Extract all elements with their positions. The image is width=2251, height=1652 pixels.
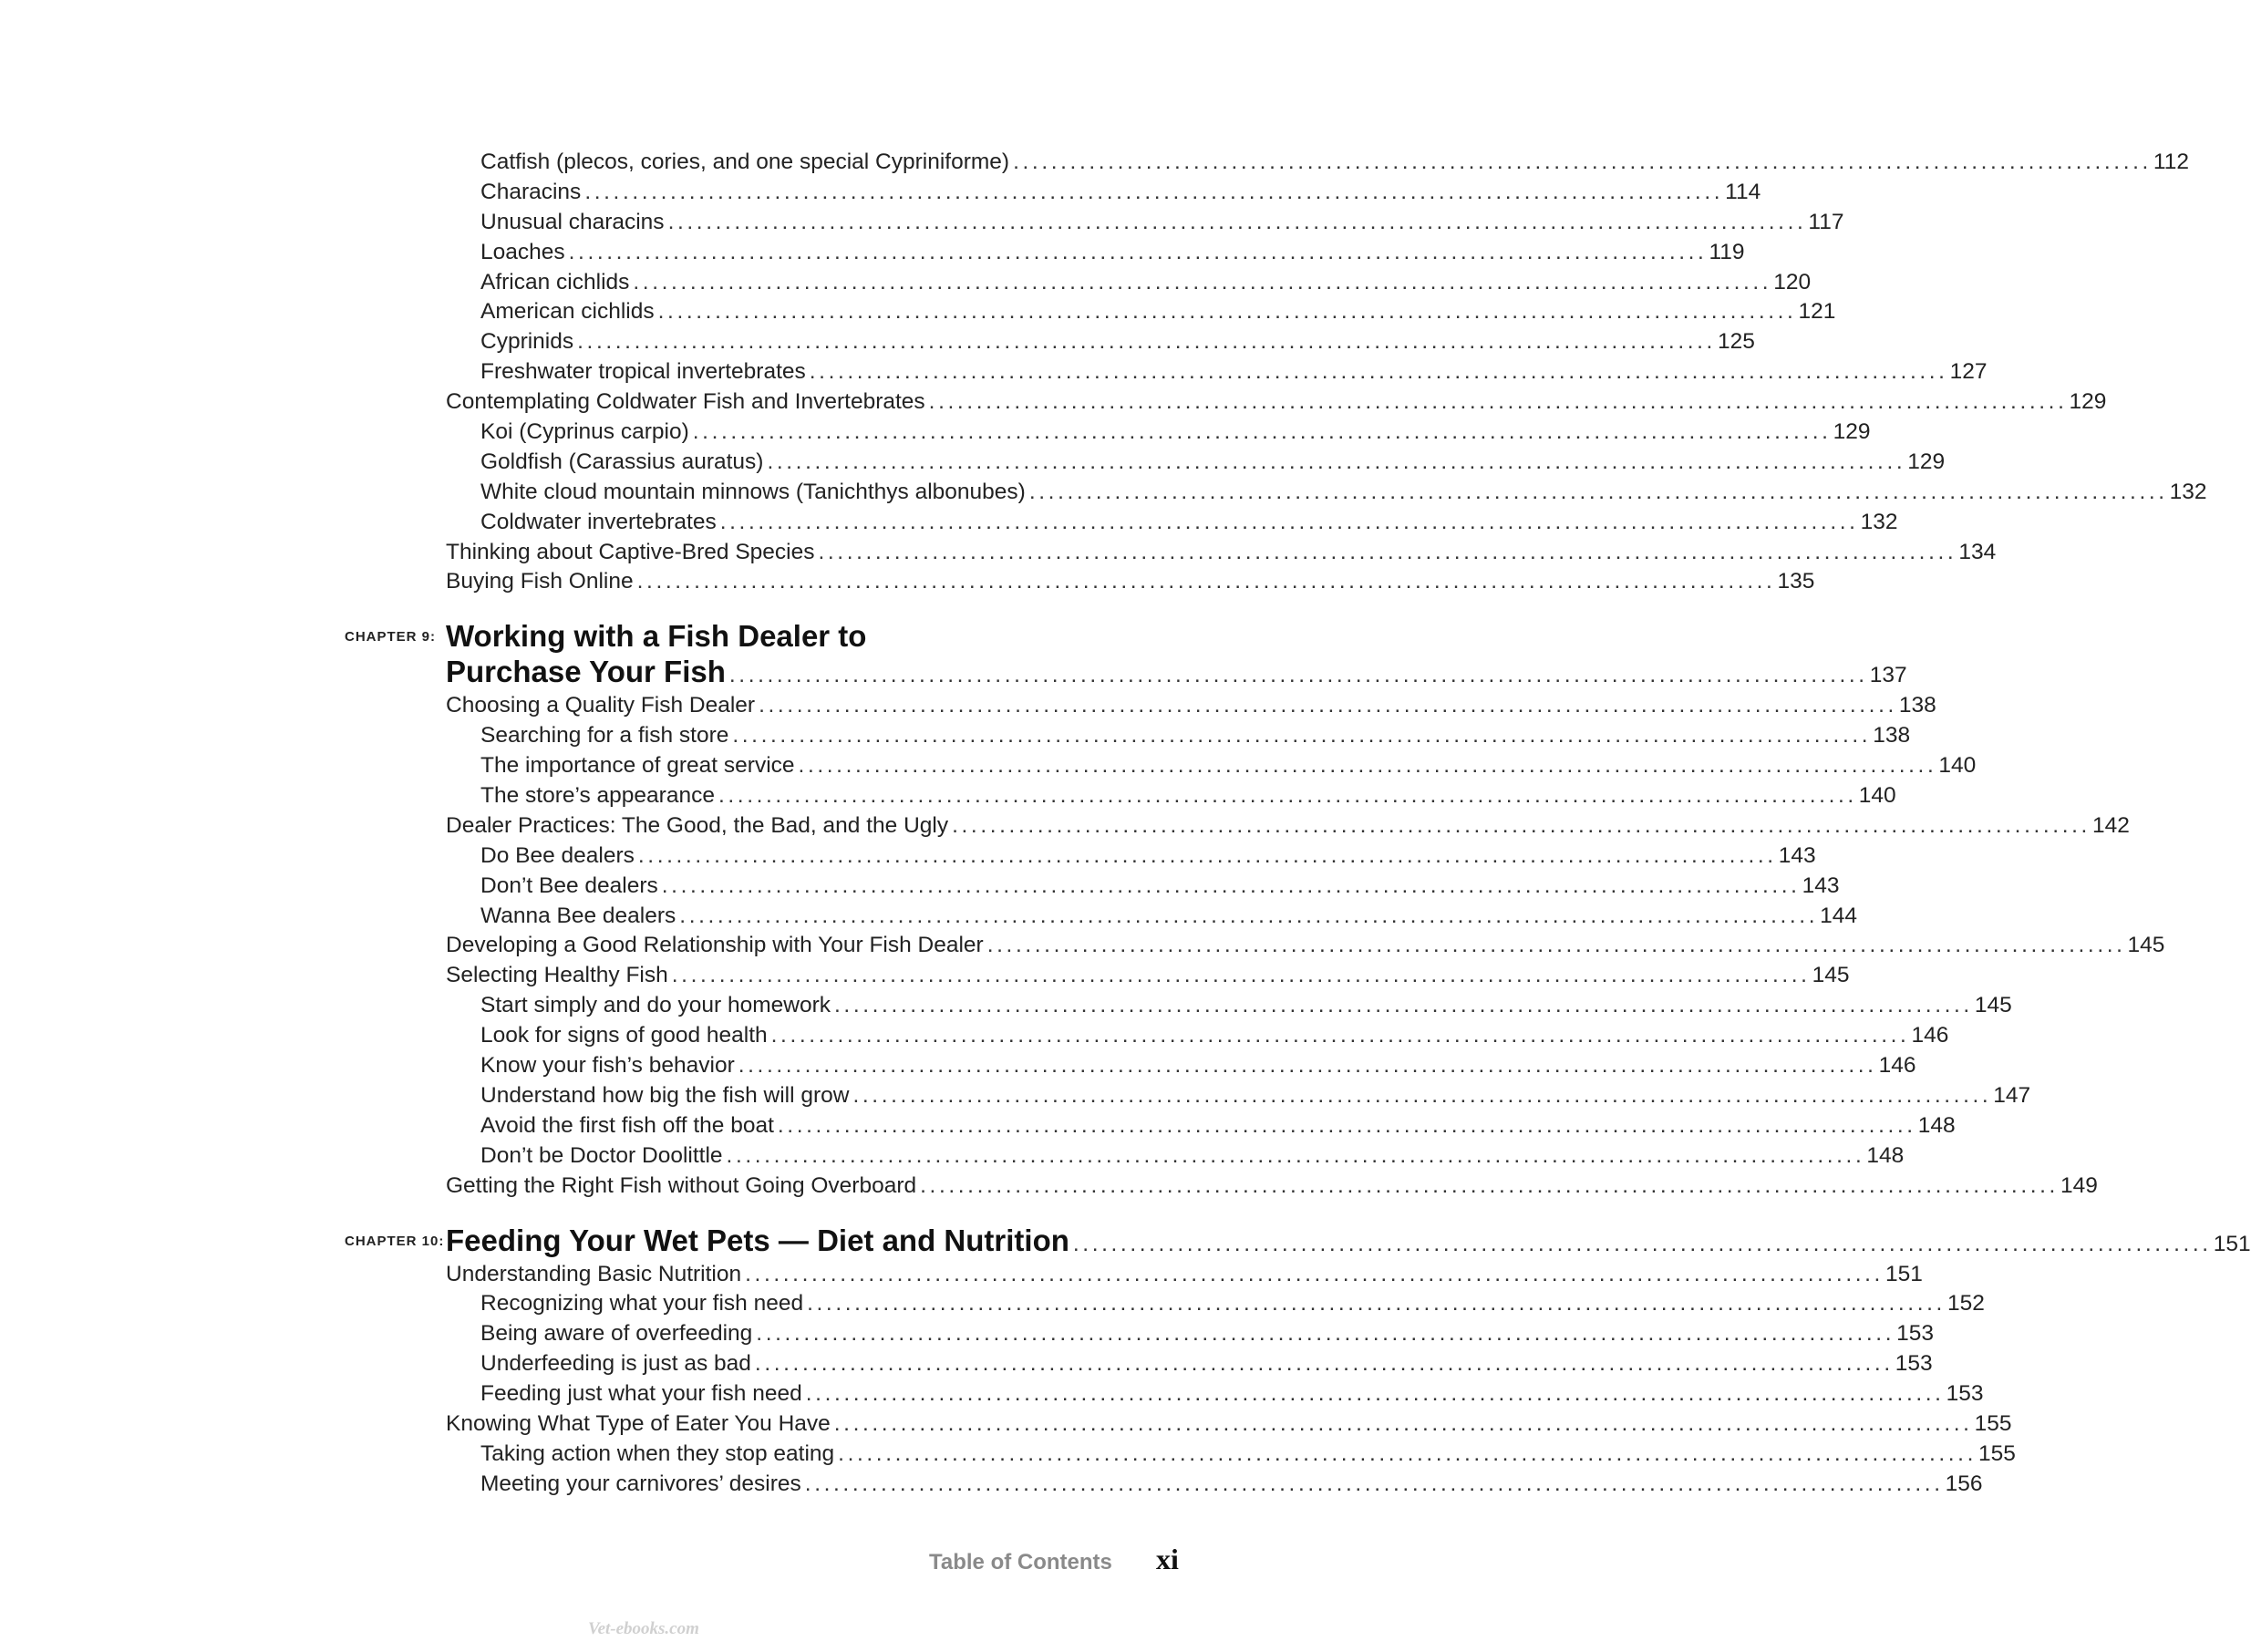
entry-title: Buying Fish Online	[446, 569, 634, 594]
page-number: 112	[2153, 150, 2189, 174]
toc-entry-section[interactable]	[446, 1260, 1923, 1290]
entry-title: Wanna Bee dealers	[480, 903, 676, 928]
dot-leader: ........................................................................................................................	[770, 1023, 1910, 1048]
dot-leader: ........................................................................................................................	[833, 1410, 1973, 1436]
page-number: 155	[1978, 1440, 2016, 1466]
entry-title: Developing a Good Relationship with Your Fish Dealer	[446, 933, 984, 958]
dot-leader: ........................................................................................................................	[920, 1172, 2059, 1198]
toc-section	[0, 148, 2207, 597]
entry-title: Recognizing what your fish need	[480, 1291, 804, 1316]
dot-leader: ........................................................................................................................	[661, 872, 1801, 898]
entry-title: Understanding Basic Nutrition	[446, 1261, 742, 1286]
page-number: 121	[1798, 299, 1836, 325]
watermark-logo: Vet-ebooks.com	[588, 1619, 699, 1638]
entry-title: Look for signs of good health	[480, 1023, 768, 1048]
dot-leader: ........................................................................................................................	[679, 903, 1819, 928]
page-number: 148	[1866, 1142, 1905, 1168]
entry-title: Underfeeding is just as bad	[480, 1351, 751, 1377]
toc-entry-subsection[interactable]	[480, 1470, 1983, 1500]
toc-entry-subsection[interactable]	[480, 751, 1977, 781]
toc-entry-subsection[interactable]	[480, 991, 2012, 1021]
dot-leader: ........................................................................................................................	[754, 1351, 1894, 1377]
chapter-title[interactable]	[446, 1223, 2251, 1258]
dot-leader: ........................................................................................................................	[767, 449, 1906, 474]
page-number: 147	[1993, 1082, 2031, 1108]
dot-leader: ........................................................................................................................	[745, 1261, 1884, 1286]
toc-entry-section[interactable]	[446, 1409, 2012, 1440]
entry-title: Cyprinids	[480, 329, 574, 355]
dot-leader: ........................................................................................................................	[798, 753, 1937, 779]
chapter-title[interactable]	[446, 618, 1907, 689]
dot-leader: ........................................................................................................................	[1028, 479, 2168, 504]
toc-entry-section[interactable]	[446, 567, 1815, 597]
page-number: 151	[2213, 1231, 2251, 1256]
dot-leader: ........................................................................................................................	[718, 783, 1857, 809]
dot-leader: ........................................................................................................................	[657, 299, 1797, 325]
chapter-heading	[0, 1223, 2251, 1258]
page-number: 114	[1725, 179, 1761, 204]
toc-entry-subsection[interactable]	[480, 841, 1816, 872]
page-number: 149	[2060, 1172, 2098, 1198]
dot-leader: ........................................................................................................................	[834, 993, 1973, 1018]
page-number: 119	[1709, 239, 1745, 264]
page-number: 143	[1802, 872, 1840, 898]
dot-leader: ........................................................................................................................	[1013, 150, 2152, 174]
page-number: 144	[1820, 903, 1857, 928]
page-number: 129	[1907, 449, 1946, 474]
toc-entry-subsection[interactable]	[480, 297, 1836, 327]
chapter-title-line: Feeding Your Wet Pets — Diet and Nutrition	[446, 1223, 1069, 1257]
dot-leader: ........................................................................................................................	[667, 209, 1807, 234]
dot-leader: ........................................................................................................................	[568, 239, 1708, 264]
entry-title: White cloud mountain minnows (Tanichthys albonubes)	[480, 479, 1026, 504]
dot-leader: ........................................................................................................................	[805, 1381, 1945, 1407]
chapter-label: CHAPTER 10:	[345, 1233, 445, 1249]
page-number: 142	[2091, 812, 2130, 838]
page-number: 125	[1717, 329, 1755, 355]
chapter-title-line: Working with a Fish Dealer to	[446, 619, 867, 654]
toc-entry-section[interactable]	[446, 931, 2165, 961]
dot-leader: ........................................................................................................................	[726, 1142, 1865, 1168]
running-footer-title: Table of Contents	[929, 1550, 1112, 1575]
entry-title: Unusual characins	[480, 209, 665, 234]
dot-leader: ........................................................................................................................	[759, 693, 1897, 718]
page-number: 140	[1938, 753, 1977, 779]
toc-entry-subsection[interactable]	[480, 208, 1844, 238]
dot-leader: ........................................................................................................................	[577, 329, 1716, 355]
toc-entry-subsection[interactable]	[480, 448, 1946, 478]
entry-title: Characins	[480, 179, 582, 204]
page-number: 148	[1917, 1112, 1956, 1138]
dot-leader: ........................................................................................................................	[636, 569, 1776, 594]
toc-entry-section[interactable]	[446, 387, 2107, 418]
page-number: 134	[1958, 539, 1997, 564]
entry-title: Understand how big the fish will grow	[480, 1082, 850, 1108]
toc-entry-subsection[interactable]	[480, 781, 1896, 811]
dot-leader: ........................................................................................................................	[633, 269, 1772, 294]
page-number: 129	[2069, 389, 2107, 415]
toc-entry-subsection[interactable]	[480, 872, 1840, 902]
page-number: 146	[1911, 1023, 1949, 1048]
toc-entry-section[interactable]	[446, 1172, 2098, 1202]
dot-leader: ........................................................................................................................	[804, 1471, 1944, 1496]
entry-title: Thinking about Captive-Bred Species	[446, 539, 815, 564]
entry-title: Koi (Cyprinus carpio)	[480, 419, 689, 445]
dot-leader: ........................................................................................................................	[809, 359, 1948, 385]
entry-title: Searching for a fish store	[480, 723, 729, 749]
toc-entry-subsection[interactable]	[480, 1081, 2031, 1111]
page-number: 153	[1895, 1351, 1933, 1377]
entry-title: Selecting Healthy Fish	[446, 963, 668, 988]
page-number: 152	[1946, 1291, 1985, 1316]
toc-entry-subsection[interactable]	[480, 178, 1761, 208]
entry-title: Being aware of overfeeding	[480, 1321, 753, 1347]
toc-entry-subsection[interactable]	[480, 1051, 1916, 1081]
entry-title: Catfish (plecos, cories, and one special Cypriniforme)	[480, 150, 1010, 174]
page-number: 140	[1858, 783, 1896, 809]
entry-title: Getting the Right Fish without Going Overboard	[446, 1172, 917, 1198]
toc-entry-subsection[interactable]	[480, 1440, 2016, 1470]
entry-title: Don’t Bee dealers	[480, 872, 658, 898]
entry-title: Don’t be Doctor Doolittle	[480, 1142, 723, 1168]
entry-title: The store’s appearance	[480, 783, 715, 809]
entry-title: Knowing What Type of Eater You Have	[446, 1410, 831, 1436]
dot-leader: ........................................................................................................................	[928, 389, 2068, 415]
page-number: 129	[1833, 419, 1871, 445]
entry-title: Freshwater tropical invertebrates	[480, 359, 806, 385]
toc-entry-subsection[interactable]	[480, 721, 1911, 751]
dot-leader: ........................................................................................................................	[952, 812, 2091, 838]
entry-title: Choosing a Quality Fish Dealer	[446, 693, 756, 718]
page-number: 137	[1869, 663, 1907, 688]
dot-leader: ........................................................................................................................	[671, 963, 1811, 988]
entry-title: Feeding just what your fish need	[480, 1381, 802, 1407]
page-number: 120	[1773, 269, 1812, 294]
toc-entry-subsection[interactable]	[480, 1289, 1985, 1319]
chapter-title-line: Purchase Your Fish	[446, 655, 726, 689]
toc-entry-subsection[interactable]	[480, 1349, 1933, 1379]
entry-title: Dealer Practices: The Good, the Bad, and the Ugly	[446, 812, 949, 838]
dot-leader: ........................................................................................................................	[818, 539, 1957, 564]
page-number: 156	[1945, 1471, 1983, 1496]
toc-entry-subsection[interactable]	[480, 148, 2189, 178]
dot-leader: ........................................................................................................................	[756, 1321, 1895, 1347]
dot-leader: ........................................................................................................................	[738, 1053, 1877, 1079]
page-number: 132	[1860, 509, 1898, 534]
toc-entry-subsection[interactable]	[480, 1379, 1984, 1409]
toc-entry-subsection[interactable]	[480, 268, 1812, 298]
page-number: 117	[1808, 209, 1844, 234]
page-number: 153	[1896, 1321, 1935, 1347]
page-number: 143	[1778, 842, 1816, 868]
toc-entry-subsection[interactable]	[480, 1111, 1956, 1141]
toc-entry-subsection[interactable]	[480, 508, 1898, 538]
toc-entry-subsection[interactable]	[480, 1021, 1949, 1051]
dot-leader: ........................................................................................................................	[584, 179, 1724, 204]
table-of-contents	[0, 148, 2251, 1500]
entry-title: Goldfish (Carassius auratus)	[480, 449, 764, 474]
dot-leader: ........................................................................................................................	[807, 1291, 1946, 1316]
entry-title: African cichlids	[480, 269, 630, 294]
toc-entry-subsection[interactable]	[480, 478, 2207, 508]
toc-entry-subsection[interactable]	[480, 902, 1857, 932]
toc-entry-subsection[interactable]	[480, 327, 1755, 357]
dot-leader: ........................................................................................................................	[838, 1440, 1977, 1466]
entry-title: Taking action when they stop eating	[480, 1440, 835, 1466]
dot-leader: ........................................................................................................................	[732, 723, 1872, 749]
page-number: 145	[2127, 933, 2165, 958]
toc-entry-subsection[interactable]	[480, 1319, 1935, 1349]
toc-entry-subsection[interactable]	[480, 418, 1871, 448]
entry-title: The importance of great service	[480, 753, 795, 779]
page-number: 138	[1898, 693, 1936, 718]
toc-entry-subsection[interactable]	[480, 1141, 1905, 1172]
page-number: 138	[1873, 723, 1911, 749]
entry-title: Avoid the first fish off the boat	[480, 1112, 774, 1138]
page-number: 145	[1812, 963, 1850, 988]
toc-entry-section[interactable]	[446, 961, 1850, 991]
page-number: 146	[1878, 1053, 1916, 1079]
dot-leader: ........................................................................................................................	[777, 1112, 1916, 1138]
toc-entry-section[interactable]	[446, 691, 1936, 721]
entry-title: American cichlids	[480, 299, 655, 325]
page-number: 132	[2169, 479, 2207, 504]
chapter-heading	[0, 618, 1907, 689]
toc-entry-section[interactable]	[446, 538, 1997, 568]
entry-title: Know your fish’s behavior	[480, 1053, 735, 1079]
entry-title: Start simply and do your homework	[480, 993, 831, 1018]
dot-leader: ........................................................................................................................	[637, 842, 1777, 868]
dot-leader: ........................................................................................................................	[1072, 1231, 2212, 1256]
entry-title: Meeting your carnivores’ desires	[480, 1471, 801, 1496]
page-number: 151	[1884, 1261, 1923, 1286]
dot-leader: ........................................................................................................................	[986, 933, 2126, 958]
dot-leader: ........................................................................................................................	[852, 1082, 1992, 1108]
dot-leader: ........................................................................................................................	[728, 663, 1868, 688]
dot-leader: ........................................................................................................................	[692, 419, 1832, 445]
page-number: 153	[1946, 1381, 1984, 1407]
entry-title: Coldwater invertebrates	[480, 509, 717, 534]
entry-title: Loaches	[480, 239, 565, 264]
entry-title: Do Bee dealers	[480, 842, 635, 868]
toc-section	[0, 691, 2165, 1201]
page-number: 127	[1949, 359, 1988, 385]
page-number: 135	[1777, 569, 1815, 594]
page-number: 155	[1974, 1410, 2012, 1436]
toc-entry-section[interactable]	[446, 811, 2130, 841]
dot-leader: ........................................................................................................................	[719, 509, 1859, 534]
toc-entry-subsection[interactable]	[480, 238, 1745, 268]
toc-entry-subsection[interactable]	[480, 357, 1988, 387]
chapter-label: CHAPTER 9:	[345, 629, 437, 645]
folio-page-number: xi	[1156, 1543, 1179, 1575]
toc-section	[0, 1260, 2016, 1500]
entry-title: Contemplating Coldwater Fish and Invertebrates	[446, 389, 925, 415]
page-number: 145	[1974, 993, 2012, 1018]
